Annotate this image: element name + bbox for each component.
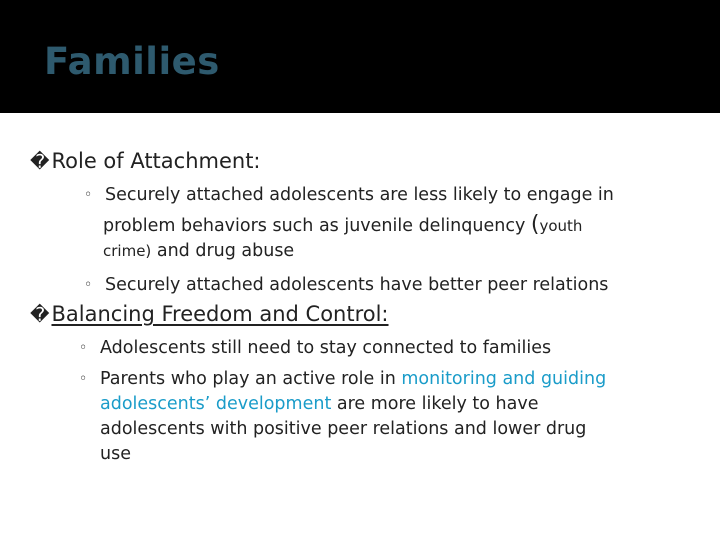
sub-bullet-icon: ◦ (79, 371, 88, 387)
item-text: are more likely to have (331, 394, 539, 414)
item-text: Parents who play an active role in (100, 369, 402, 389)
sub-bullet-icon: ◦ (84, 187, 93, 203)
paren-text: ( (530, 212, 540, 237)
item-line (100, 367, 700, 392)
section-heading-freedom (30, 302, 389, 326)
sub-bullet-icon: ◦ (84, 277, 93, 293)
item-text: problem behaviors such as juvenile delinquency (103, 216, 531, 236)
highlight-text: monitoring and guiding (401, 369, 607, 389)
item-line: Securely attached adolescents are less likely to engage in (105, 185, 614, 205)
bullet-icon: � (30, 304, 50, 326)
item-line: use (100, 444, 131, 464)
heading-text: Balancing Freedom and Control: (51, 302, 389, 326)
list-item (79, 367, 700, 467)
item-line (103, 212, 705, 239)
bullet-icon: � (30, 151, 50, 173)
item-line: Adolescents still need to stay connected to families (100, 338, 552, 358)
slide-title: Families (44, 40, 220, 83)
list-item (79, 336, 700, 361)
heading-text: Role of Attachment: (51, 149, 261, 173)
small-text: youth (539, 217, 583, 235)
item-text: and drug abuse (151, 241, 295, 261)
list-item (84, 273, 705, 298)
item-line (103, 239, 705, 264)
item-line (100, 392, 700, 417)
item-line: adolescents with positive peer relations and lower drug (100, 419, 587, 439)
item-line: Securely attached adolescents have better peer relations (105, 275, 609, 295)
small-text: crime) (103, 242, 152, 260)
list-item (84, 183, 705, 264)
sub-bullet-icon: ◦ (79, 340, 88, 356)
section-heading-attachment (30, 149, 261, 173)
highlight-text: adolescents’ development (100, 394, 332, 414)
